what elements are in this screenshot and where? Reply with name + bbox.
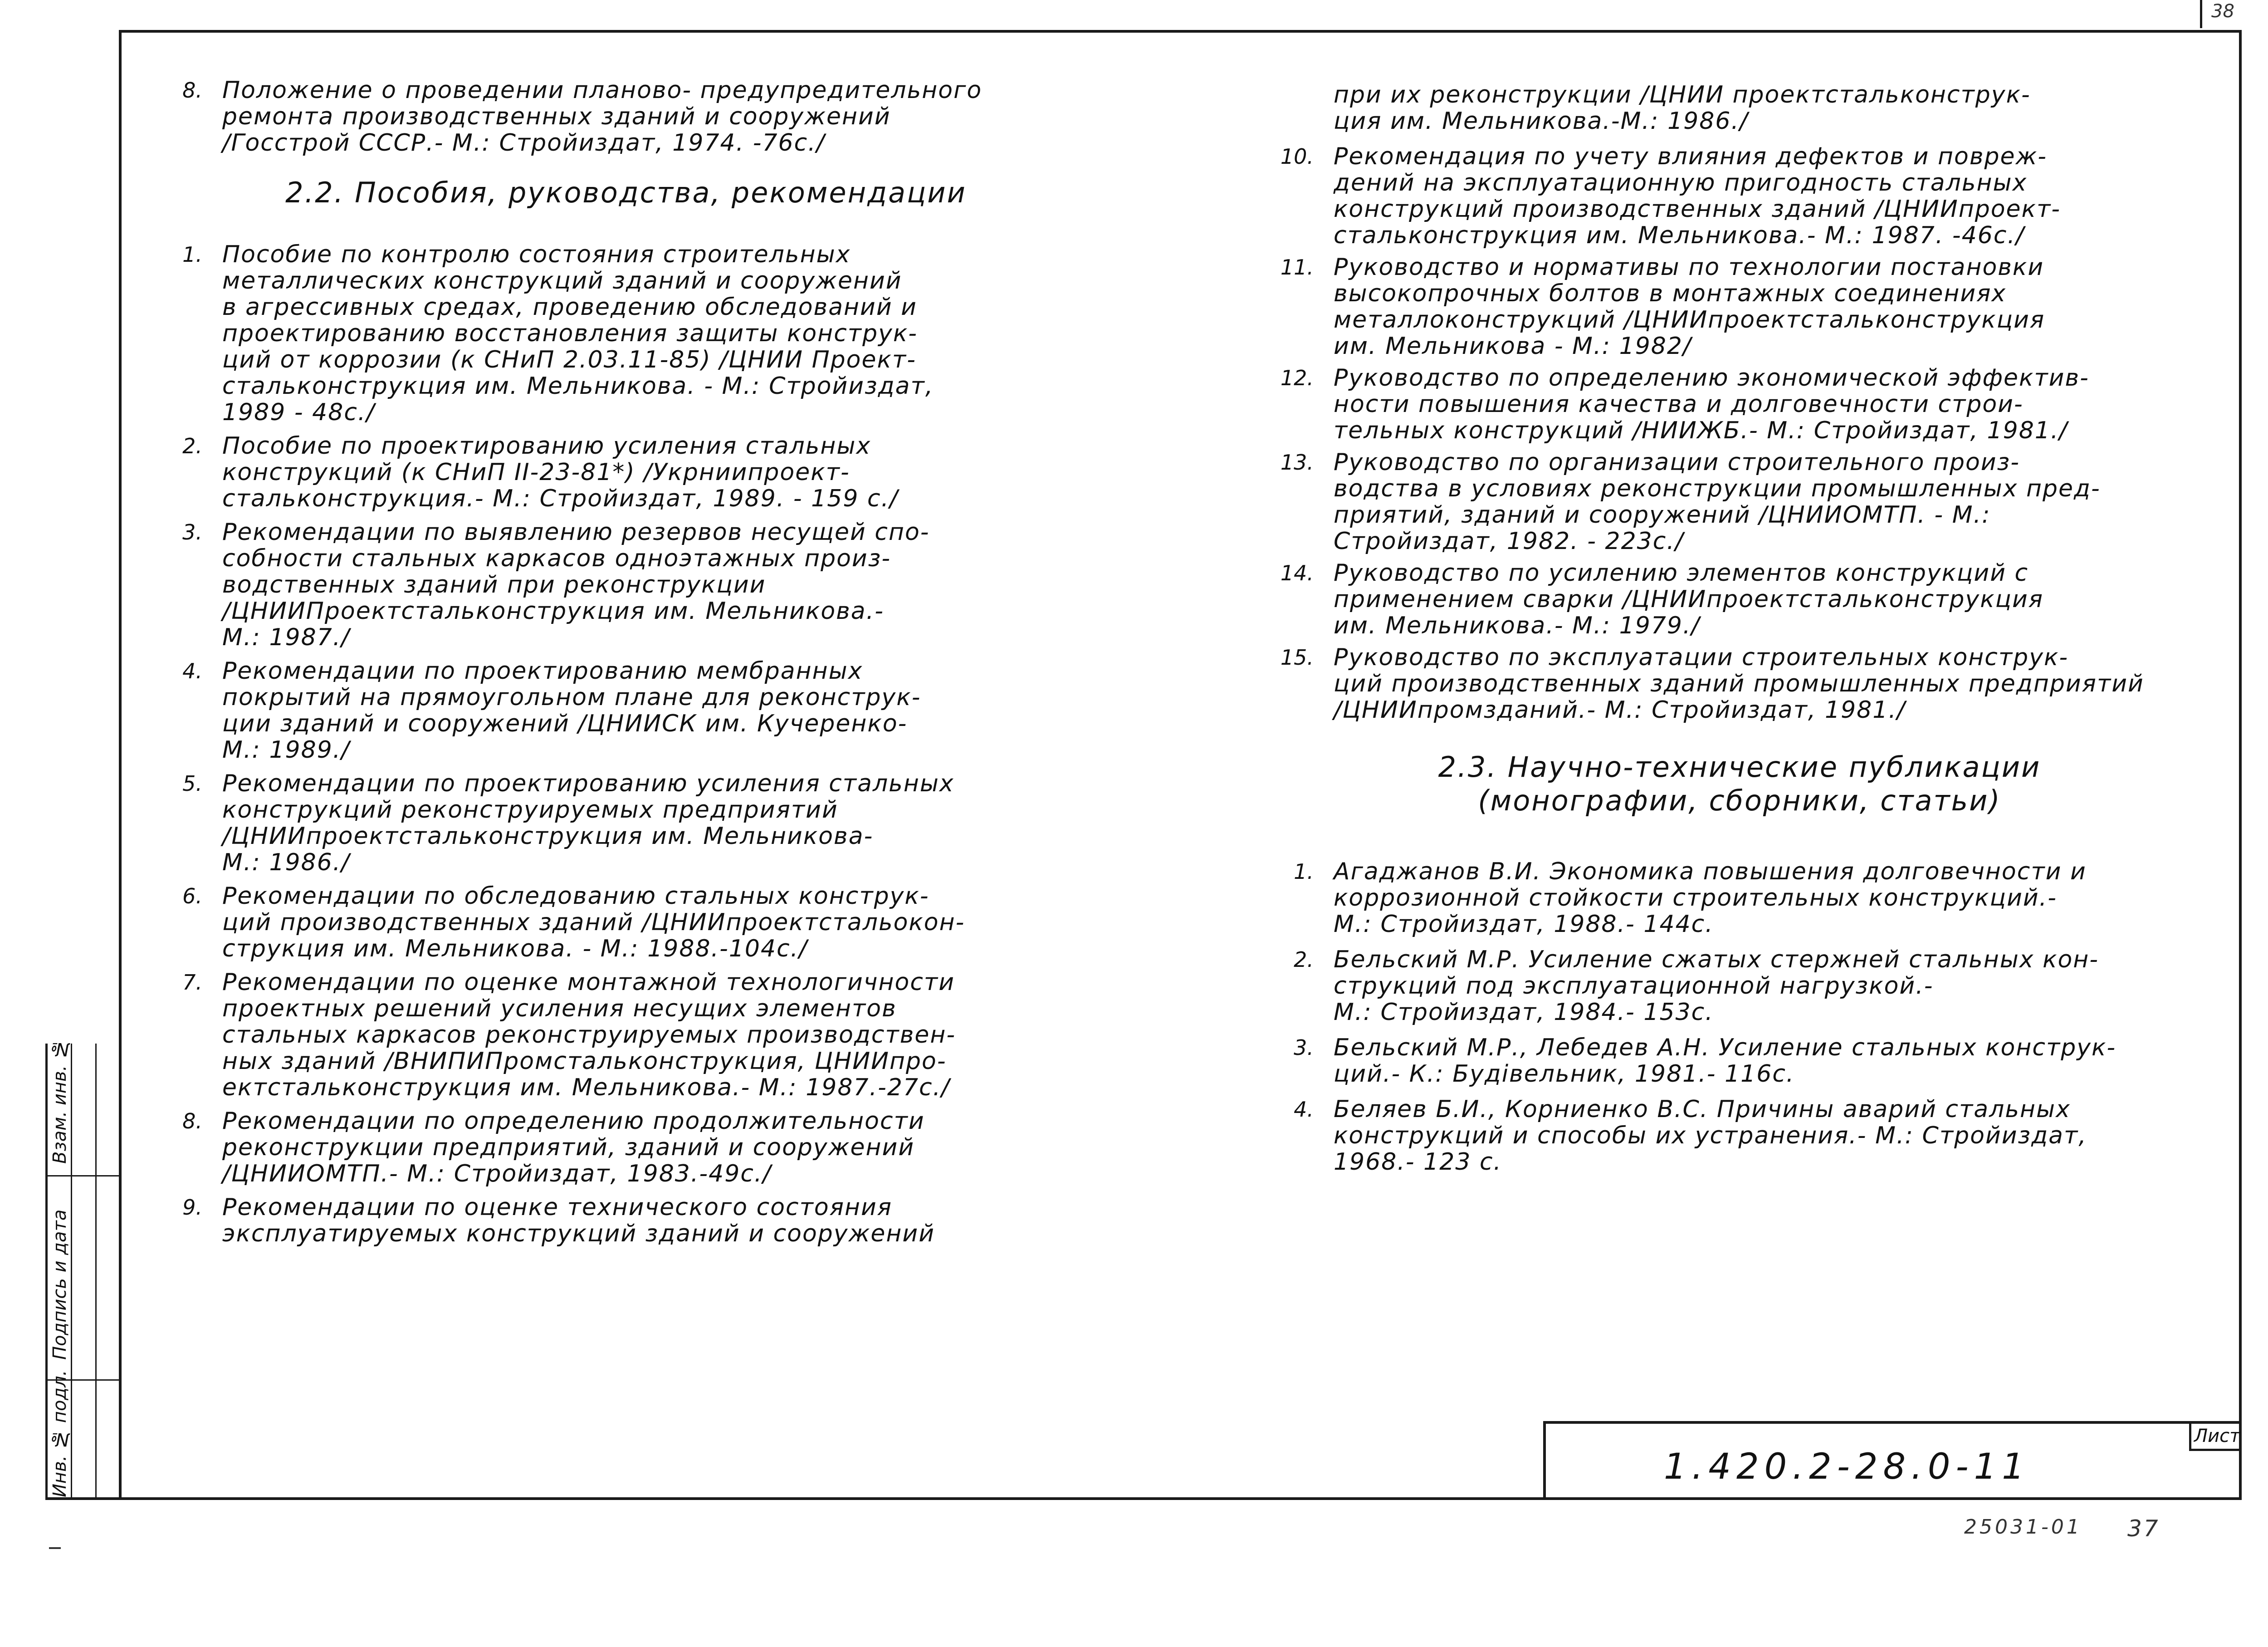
item-text: Рекомендации по оценке технического состояния эксплуатируемых конструкций зданий и сооружений bbox=[222, 1194, 935, 1247]
list-item bbox=[163, 658, 1089, 763]
list-item bbox=[1275, 644, 2204, 723]
item-number: 4. bbox=[1294, 1097, 1314, 1122]
margin-dash bbox=[49, 1547, 61, 1549]
item-number: 4. bbox=[182, 659, 202, 683]
list-item bbox=[163, 1108, 1089, 1187]
item-text: Бельский М.Р., Лебедев А.Н. Усиление стальных конструк- ций.- К.: Будівельник, 1981.- 116с. bbox=[1334, 1034, 2116, 1088]
side-stamp-strip bbox=[45, 1038, 121, 1500]
list-item bbox=[1275, 143, 2204, 249]
item-text: Рекомендации по обследованию стальных конструк- ций производственных зданий /ЦНИИпроектстальокон- струкция им. Мельникова. - М.: 1988.-104с./ bbox=[222, 882, 965, 962]
item-number: 6. bbox=[182, 884, 202, 908]
sheet-label: Лист bbox=[2194, 1426, 2240, 1446]
item-text: Бельский М.Р. Усиление сжатых стержней стальных кон- струкций под эксплуатационной нагрузкой.- М.: Стройиздат, 1984.- 153с. bbox=[1334, 946, 2099, 1026]
list-item bbox=[163, 883, 1089, 962]
item-text: Рекомендации по выявлению резервов несущей спо- собности стальных каркасов одноэтажных произ- водственных зданий при реконструкции /ЦНИИПроектстальконструкция им. Мельникова.- М.: 1987./ bbox=[222, 519, 930, 651]
section-heading-2-3: 2.3. Научно-технические публикации (монографии, сборники, статьи) bbox=[1438, 750, 2041, 817]
item-number: 8. bbox=[182, 78, 202, 103]
list-item bbox=[1275, 560, 2204, 639]
item-text: Положение о проведении планово- предупредительного ремонта производственных зданий и сооружений /Госстрой СССР.- М.: Стройиздат, 1974. -76с./ bbox=[222, 77, 982, 157]
section-heading-2-2: 2.2. Пособия, руководства, рекомендации bbox=[285, 176, 967, 209]
corner-mark bbox=[2200, 0, 2243, 28]
item-text: Руководство по усилению элементов конструкций с применением сварки /ЦНИИпроектстальконструкция им. Мельникова.- М.: 1979./ bbox=[1334, 559, 2044, 639]
item-number: 9. bbox=[182, 1195, 202, 1220]
item-text: Рекомендации по оценке монтажной технологичности проектных решений усиления несущих элементов стальных каркасов реконструируемых производствен- ных зданий /ВНИПИПромстальконструкция, ЦНИИпро- ектстальконструкция им. Мельникова.- М.: 1987.-27с./ bbox=[222, 969, 956, 1101]
item-number: 7. bbox=[182, 970, 202, 995]
list-item bbox=[163, 433, 1089, 512]
item-text: Руководство по определению экономической эффектив- ности повышения качества и долговечности строи- тельных конструкций /НИИЖБ.- М.: Стройиздат, 1981./ bbox=[1334, 364, 2089, 444]
list-item bbox=[163, 770, 1089, 876]
item-text: Руководство по эксплуатации строительных конструк- ций производственных зданий промышленных предприятий /ЦНИИпромзданий.- М.: Стройиздат, 1981./ bbox=[1334, 644, 2144, 724]
item-number: 2. bbox=[182, 434, 202, 458]
side-stamp-text bbox=[49, 1038, 70, 1497]
list-item bbox=[163, 969, 1089, 1101]
publication-item bbox=[1275, 858, 2204, 937]
side-stamp-lane-1 bbox=[48, 1038, 72, 1500]
item-text: Руководство и нормативы по технологии постановки высокопрочных болтов в монтажных соединениях металлоконструкций /ЦНИИпроектстальконструкция им. Мельникова - М.: 1982/ bbox=[1334, 254, 2045, 360]
item-number: 5. bbox=[182, 771, 202, 796]
item-number: 2. bbox=[1294, 947, 1314, 972]
right-column bbox=[1275, 82, 2204, 1175]
item-number: 13. bbox=[1280, 450, 1314, 475]
continuation-text bbox=[1275, 82, 2204, 134]
list-item bbox=[163, 1194, 1089, 1247]
list-item bbox=[1275, 449, 2204, 554]
inventory-no-label: Инв. № подл. bbox=[49, 1370, 70, 1497]
publication-item bbox=[1275, 946, 2204, 1025]
item-number: 11. bbox=[1280, 255, 1314, 279]
item-text: Пособие по контролю состояния строительных металлических конструкций зданий и сооружений в агрессивных средах, проведению обследований и проектированию восстановления защиты конструк- ций от коррозии (к СНиП 2.03.11-85) /ЦНИИ Проект- стальконструкция им. Мельникова. - М.: Стройиздат, 1989 - 48с./ bbox=[222, 241, 934, 426]
archive-stamp: 25031-01 bbox=[1964, 1515, 2082, 1539]
item-number: 14. bbox=[1280, 561, 1314, 585]
page-number: 37 bbox=[2127, 1515, 2160, 1542]
drawing-frame-right bbox=[2239, 30, 2242, 1500]
side-stamp-divider bbox=[48, 1175, 121, 1176]
item-text: Пособие по проектированию усиления стальных конструкций (к СНиП II-23-81*) /Укрниипроект- стальконструкция.- М.: Стройиздат, 1989. - 159 с./ bbox=[222, 432, 899, 512]
item-text: Рекомендации по проектированию мембранных покрытий на прямоугольном плане для реконструк- ции зданий и сооружений /ЦНИИСК им. Кучеренко- М.: 1989./ bbox=[222, 657, 921, 764]
item-text: Руководство по организации строительного произ- водства в условиях реконструкции промышленных пред- приятий, зданий и сооружений /ЦНИИОМТП. - М.: Стройиздат, 1982. - 223с./ bbox=[1334, 449, 2101, 555]
item-text: Агаджанов В.И. Экономика повышения долговечности и коррозионной стойкости строительных конструкций.- М.: Стройиздат, 1988.- 144с. bbox=[1334, 858, 2087, 938]
publication-item bbox=[1275, 1034, 2204, 1087]
drawing-frame-bottom bbox=[45, 1497, 2242, 1500]
list-item bbox=[163, 77, 1089, 156]
item-text: Рекомендации по определению продолжительности реконструкции предприятий, зданий и сооружений /ЦНИИОМТП.- М.: Стройиздат, 1983.-49с./ bbox=[222, 1108, 925, 1187]
side-stamp-lane-2 bbox=[72, 1044, 97, 1500]
replaced-inv-label: Взам. инв. № bbox=[49, 1038, 70, 1164]
item-number: 1. bbox=[1294, 859, 1314, 884]
item-number: 15. bbox=[1280, 645, 1314, 670]
item-text: Рекомендация по учету влияния дефектов и повреж- дений на эксплуатационную пригодность стальных конструкций производственных зданий /ЦНИИпроект- стальконструкция им. Мельникова.- М.: 1987. -46с./ bbox=[1334, 143, 2061, 249]
item-number: 1. bbox=[182, 242, 202, 267]
signature-date-label: Подпись и дата bbox=[49, 1209, 70, 1360]
document-code: 1.420.2-28.0-11 bbox=[1664, 1446, 2030, 1487]
list-item bbox=[1275, 254, 2204, 359]
item-number: 12. bbox=[1280, 366, 1314, 390]
list-item bbox=[1275, 365, 2204, 444]
item-number: 8. bbox=[182, 1109, 202, 1133]
publication-item bbox=[1275, 1096, 2204, 1175]
list-item bbox=[163, 241, 1089, 426]
left-column bbox=[163, 77, 1089, 1247]
item-text: Беляев Б.И., Корниенко В.С. Причины аварий стальных конструкций и способы их устранения.- М.: Стройиздат, 1968.- 123 с. bbox=[1334, 1096, 2087, 1176]
side-stamp-divider bbox=[48, 1379, 121, 1381]
drawing-frame-top bbox=[119, 30, 2242, 33]
corner-mark-text: 38 bbox=[2211, 1, 2234, 22]
side-stamp-lane-3 bbox=[97, 1044, 121, 1500]
sheet-label-cell bbox=[2189, 1424, 2239, 1451]
item-number: 3. bbox=[1294, 1035, 1314, 1060]
title-block bbox=[1543, 1421, 2239, 1497]
item-number: 3. bbox=[182, 520, 202, 544]
item-text: Рекомендации по проектированию усиления стальных конструкций реконструируемых предприятий /ЦНИИпроектстальконструкция им. Мельникова- М.: 1986./ bbox=[222, 770, 954, 876]
item-text: при их реконструкции /ЦНИИ проектстальконструк- ция им. Мельникова.-М.: 1986./ bbox=[1334, 81, 2031, 135]
item-number: 10. bbox=[1280, 144, 1314, 169]
list-item bbox=[163, 519, 1089, 651]
